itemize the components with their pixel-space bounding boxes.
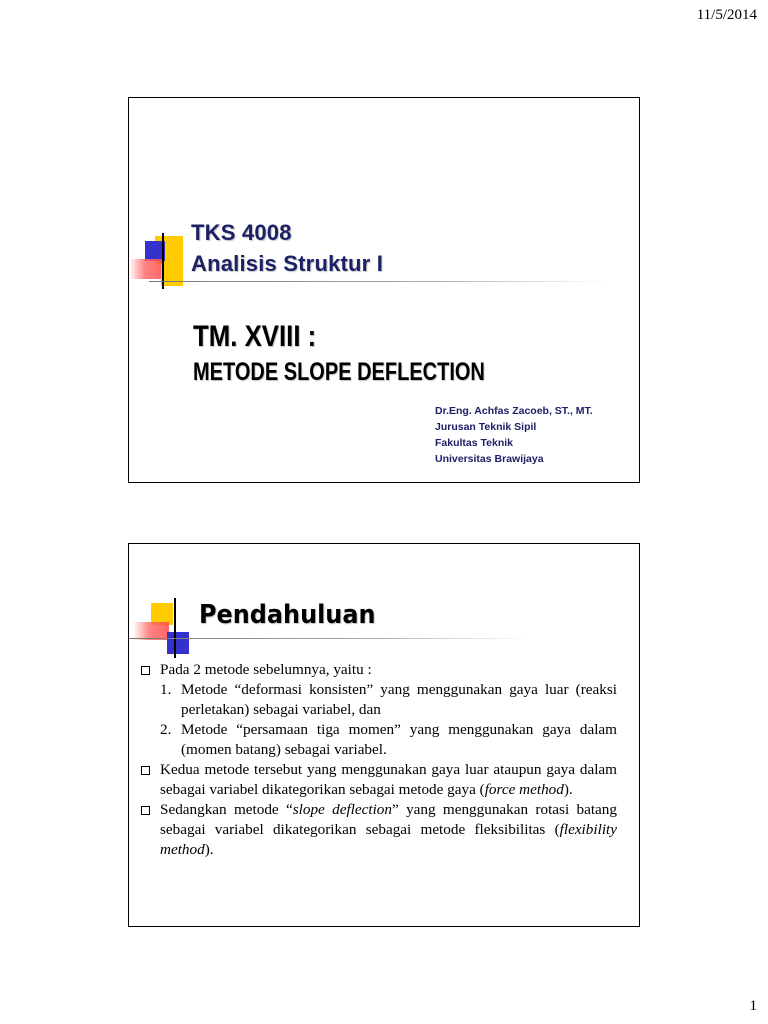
title-underline	[149, 281, 609, 282]
numbered-item: 1. Metode “deformasi konsisten” yang menggunakan gaya luar (reaksi perletakan) sebagai variabel, dan	[160, 681, 617, 718]
bullet-item: Pada 2 metode sebelumnya, yaitu :	[139, 660, 617, 680]
page-number: 1	[749, 998, 757, 1014]
bullet-item: Sedangkan metode “slope deflection” yang menggunakan rotasi batang sebagai variabel dikategorikan sebagai metode fleksibilitas (flexibility method).	[139, 800, 617, 860]
session-subtitle: METODE SLOPE DEFLECTION	[193, 358, 485, 386]
slide-body	[139, 660, 617, 860]
page-date: 11/5/2014	[696, 7, 757, 23]
author-department: Jurusan Teknik Sipil	[435, 421, 537, 433]
bullet-item: Kedua metode tersebut yang menggunakan gaya luar ataupun gaya dalam sebagai variabel dikategorikan sebagai metode gaya (force method).	[139, 760, 617, 800]
square-bullet-icon	[141, 766, 150, 775]
slide-logo-graphic	[129, 598, 193, 658]
square-bullet-icon	[141, 666, 150, 675]
title-slide	[128, 97, 640, 483]
author-info	[435, 403, 593, 467]
course-code: TKS 4008	[191, 220, 292, 245]
author-name: Dr.Eng. Achfas Zacoeb, ST., MT.	[435, 405, 593, 417]
title-underline	[129, 638, 529, 639]
slide-logo-graphic	[129, 233, 191, 293]
introduction-slide	[128, 543, 640, 927]
author-faculty: Fakultas Teknik	[435, 437, 514, 449]
course-name: Analisis Struktur I	[191, 251, 384, 276]
section-title: Pendahuluan	[199, 600, 376, 630]
author-university: Universitas Brawijaya	[435, 453, 544, 465]
session-title: TM. XVIII :	[193, 320, 317, 353]
numbered-item: 2. Metode “persamaan tiga momen” yang menggunakan gaya dalam (momen batang) sebagai variabel.	[160, 721, 617, 758]
square-bullet-icon	[141, 806, 150, 815]
